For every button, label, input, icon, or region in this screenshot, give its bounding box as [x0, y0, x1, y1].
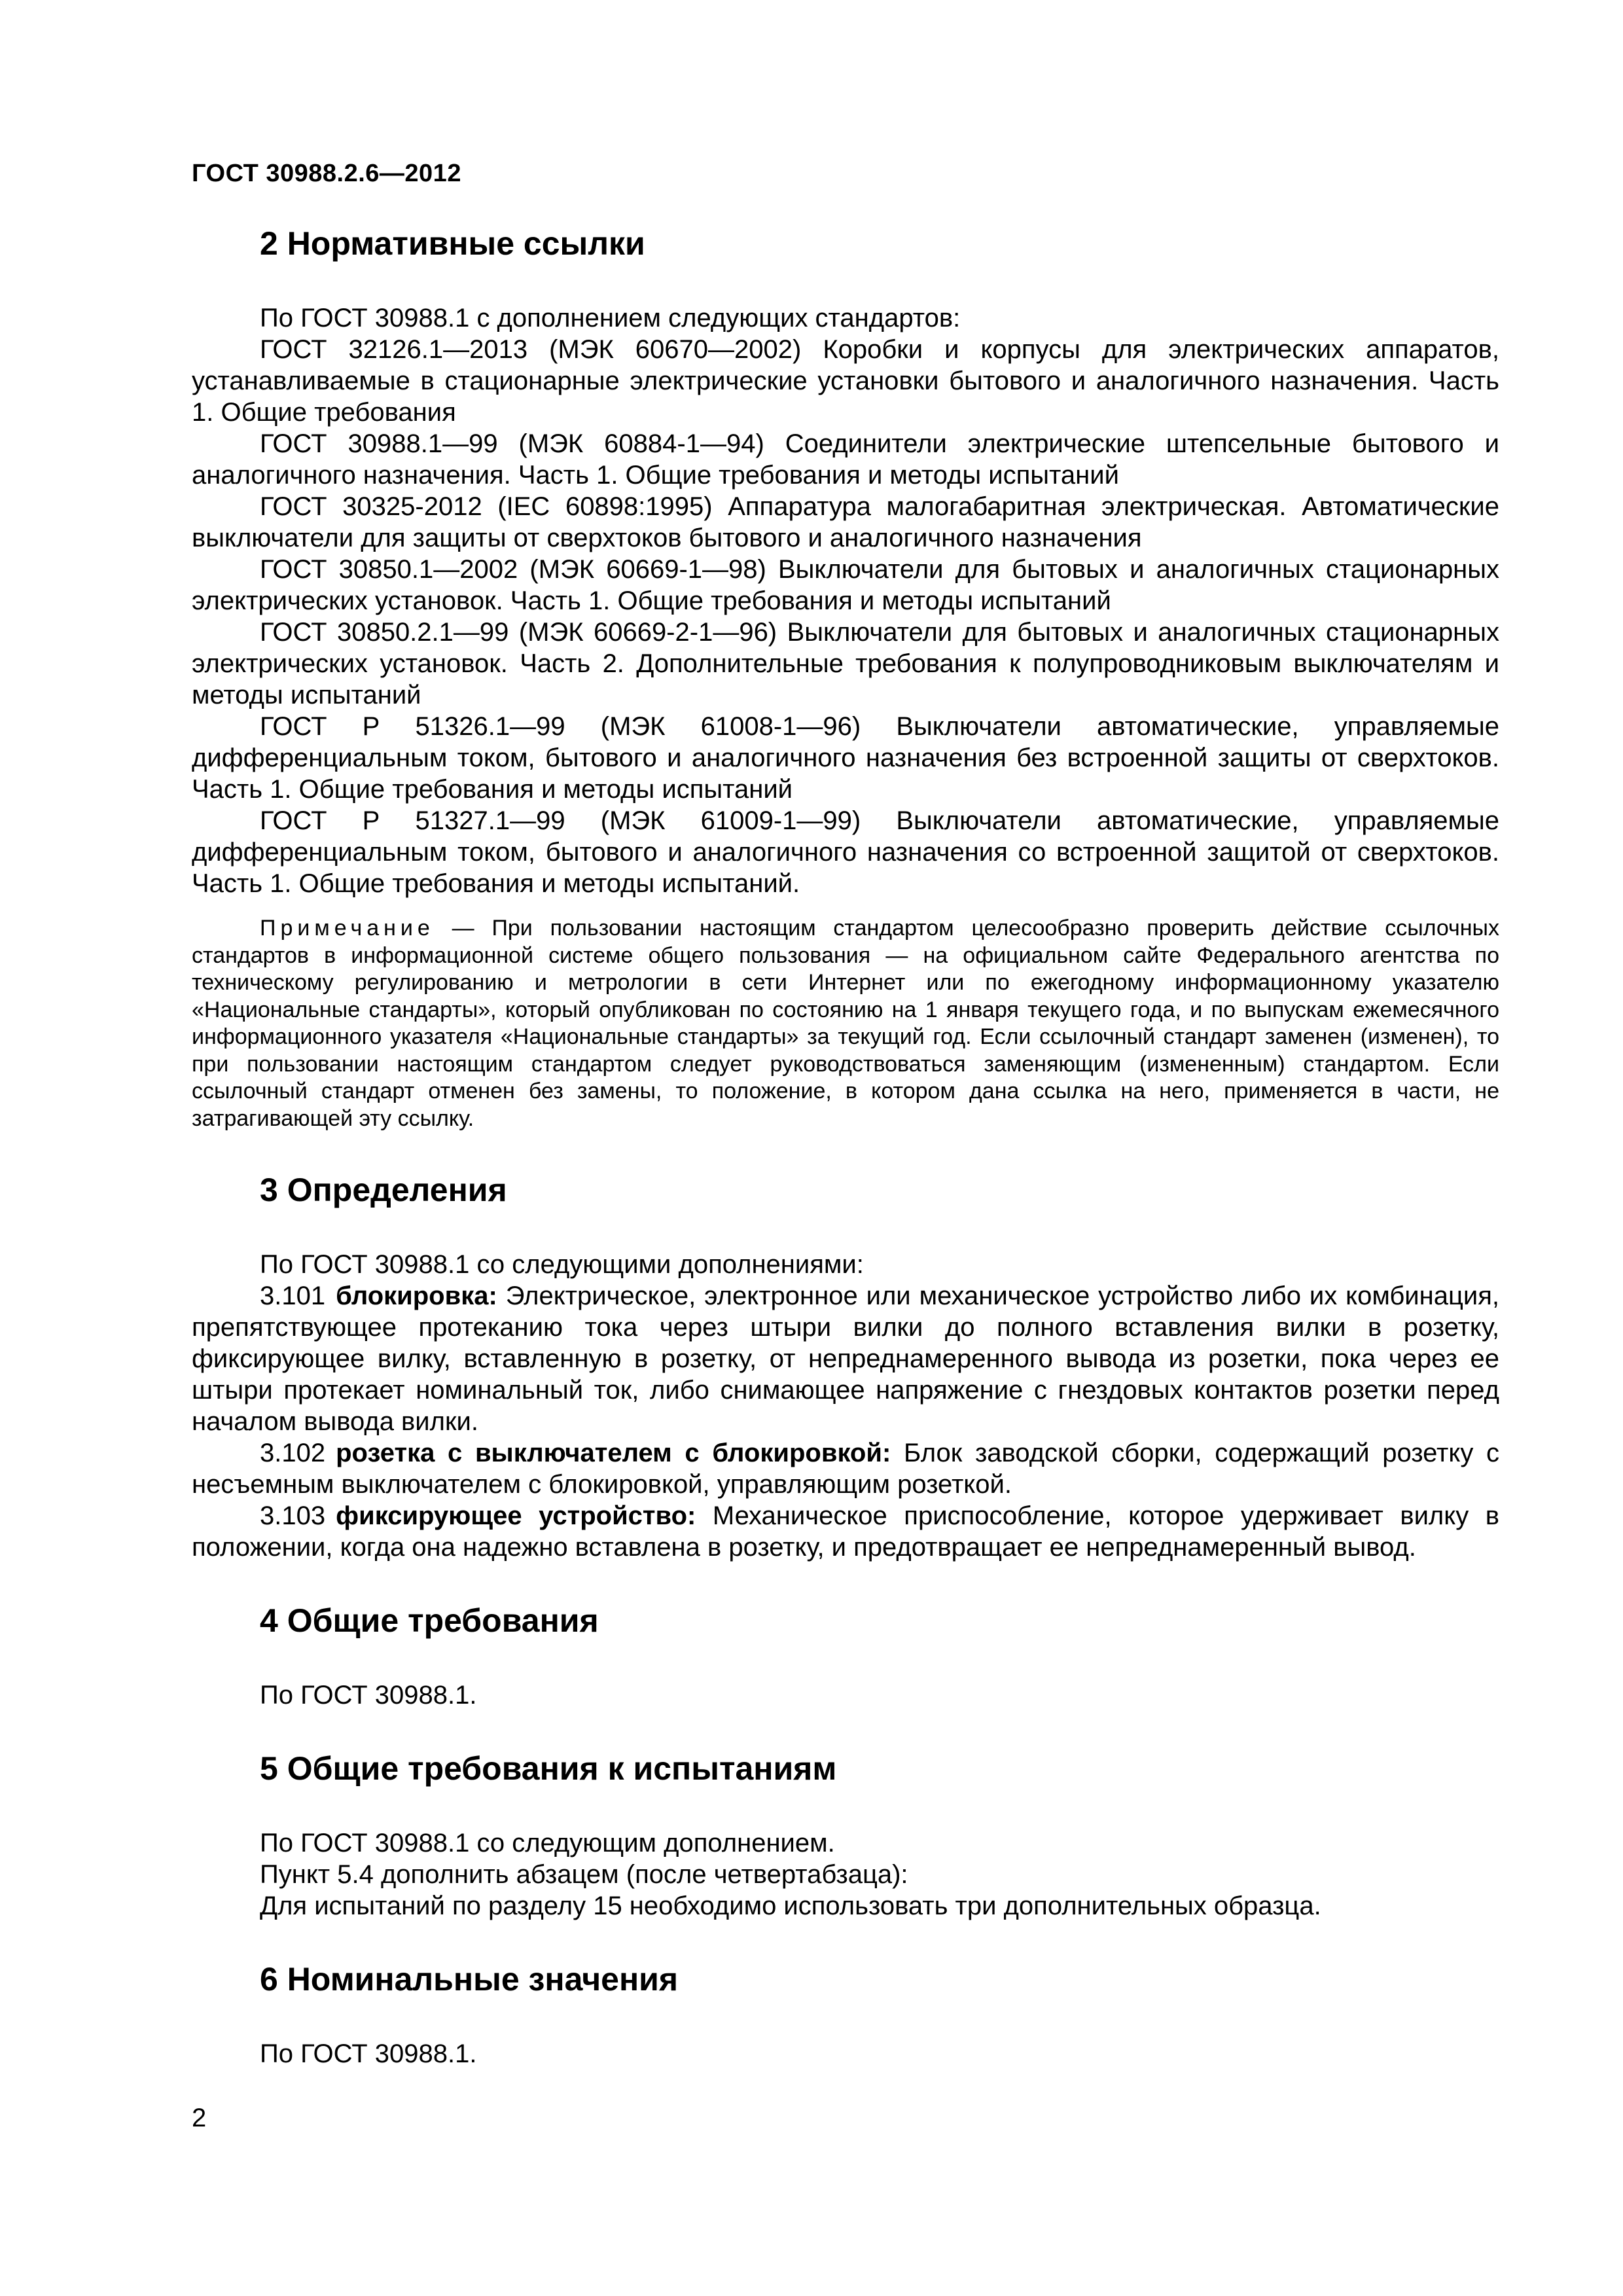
section-4-text: По ГОСТ 30988.1. — [260, 1681, 477, 1710]
definition-number: 3.102 — [260, 1439, 326, 1467]
reference-item: ГОСТ 30850.2.1—99 (МЭК 60669-2-1—96) Выключатели для бытовых и аналогичных стационарных электрических установок. Часть 2. Дополнительные требования к полупроводниковым выключателям и методы испытаний — [192, 618, 1499, 709]
note-block — [192, 915, 1499, 1132]
document-body — [192, 223, 1499, 2106]
definition-text: Механическое приспособление, которое удерживает вилку в положении, когда она надежно вставлена в розетку, и предотвращает ее непреднамеренный вывод. — [192, 1501, 1499, 1562]
section-2-intro: По ГОСТ 30988.1 с дополнением следующих стандартов: — [260, 304, 961, 332]
definition-term: розетка с выключателем с блокировкой: — [336, 1439, 891, 1467]
definition-item — [192, 1280, 1499, 1437]
reference-item: ГОСТ 32126.1—2013 (МЭК 60670—2002) Коробки и корпусы для электрических аппаратов, устанавливаемые в стационарные электрические установки бытового и аналогичного назначения. Часть 1. Общие требования — [192, 335, 1499, 427]
section-normative-references — [192, 223, 1499, 1132]
section-3-title: 3 Определения — [260, 1172, 507, 1208]
section-5-line: По ГОСТ 30988.1 со следующим дополнением. — [260, 1829, 835, 1857]
section-general-requirements — [192, 1600, 1499, 1711]
definition-number: 3.101 — [260, 1282, 326, 1310]
section-definitions — [192, 1169, 1499, 1563]
note-label: Примечание — [260, 916, 435, 941]
definition-item — [192, 1500, 1499, 1563]
document-code-header: ГОСТ 30988.2.6—2012 — [192, 160, 461, 187]
section-2-title: 2 Нормативные ссылки — [260, 225, 645, 262]
reference-item: ГОСТ 30850.1—2002 (МЭК 60669-1—98) Выключатели для бытовых и аналогичных стационарных электрических установок. Часть 1. Общие требования и методы испытаний — [192, 555, 1499, 615]
section-6-text: По ГОСТ 30988.1. — [260, 2039, 477, 2068]
section-5-line: Пункт 5.4 дополнить абзацем (после четвертабзаца): — [260, 1860, 908, 1889]
section-3-intro: По ГОСТ 30988.1 со следующими дополнениями: — [260, 1250, 864, 1279]
reference-item: ГОСТ Р 51327.1—99 (МЭК 61009-1—99) Выключатели автоматические, управляемые дифференциальным током, бытового и аналогичного назначения со встроенной защитой от сверхтоков. Часть 1. Общие требования и методы испытаний. — [192, 806, 1499, 898]
section-6-title: 6 Номинальные значения — [260, 1961, 679, 1998]
section-5-line: Для испытаний по разделу 15 необходимо использовать три дополнительных образца. — [260, 1892, 1321, 1920]
reference-item: ГОСТ 30988.1—99 (МЭК 60884-1—94) Соединители электрические штепсельные бытового и аналогичного назначения. Часть 1. Общие требования и методы испытаний — [192, 429, 1499, 490]
section-ratings — [192, 1958, 1499, 2070]
section-5-title: 5 Общие требования к испытаниям — [260, 1750, 837, 1787]
definition-number: 3.103 — [260, 1501, 326, 1530]
note-text: — При пользовании настоящим стандартом целесообразно проверить действие ссылочных стандартов в информационной системе общего пользования — на официальном сайте Федерального агентства по техническому регулированию и метрологии в сети Интернет или по ежегодному информационному указателю «Национальные стандарты», который опубликован по состоянию на 1 января текущего года, и по выпускам ежемесячного информационного указателя «Национальные стандарты» за текущий год. Если ссылочный стандарт заменен (изменен), то при пользовании настоящим стандартом следует руководствоваться заменяющим (измененным) стандартом. Если ссылочный стандарт отменен без замены, то положение, в котором дана ссылка на него, применяется в части, не затрагивающей эту ссылку. — [192, 916, 1499, 1131]
definition-term: блокировка: — [336, 1282, 497, 1310]
page-number: 2 — [192, 2104, 207, 2132]
note-paragraph — [192, 915, 1499, 1132]
definition-item — [192, 1437, 1499, 1500]
reference-item: ГОСТ 30325-2012 (IEC 60898:1995) Аппаратура малогабаритная электрическая. Автоматические выключатели для защиты от сверхтоков бытового и аналогичного назначения — [192, 492, 1499, 552]
definition-text: Электрическое, электронное или механическое устройство либо их комбинация, препятствующее протеканию тока через штыри вилки до полного вставления вилки в розетку, фиксирующее вилку, вставленную в розетку, от непреднамеренного вывода из розетки, пока через ее штыри протекает номинальный ток, либо снимающее напряжение с гнездовых контактов розетки перед началом вывода вилки. — [192, 1282, 1499, 1436]
definition-term: фиксирующее устройство: — [336, 1501, 696, 1530]
reference-item: ГОСТ Р 51326.1—99 (МЭК 61008-1—96) Выключатели автоматические, управляемые дифференциальным током, бытового и аналогичного назначения без встроенной защиты от сверхтоков. Часть 1. Общие требования и методы испытаний — [192, 712, 1499, 804]
section-test-requirements — [192, 1748, 1499, 1922]
section-4-title: 4 Общие требования — [260, 1602, 599, 1639]
definition-text: Блок заводской сборки, содержащий розетку с несъемным выключателем с блокировкой, управляющим розеткой. — [192, 1439, 1499, 1499]
